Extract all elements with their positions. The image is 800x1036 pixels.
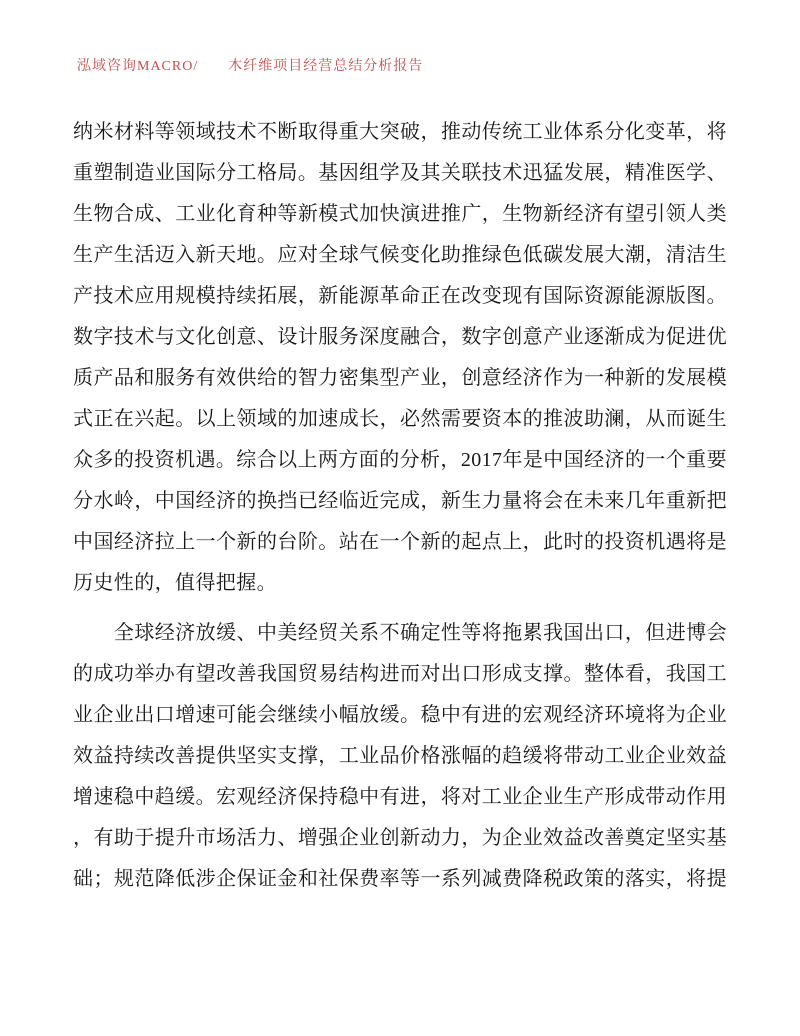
text-line: 式正在兴起。以上领域的加速成长，必然需要资本的推波助澜，从而诞生 bbox=[73, 408, 727, 430]
page-header bbox=[77, 55, 727, 75]
text-line: 质产品和服务有效供给的智力密集型产业，创意经济作为一种新的发展模 bbox=[73, 367, 727, 389]
text-line: 历史性的，值得把握。 bbox=[73, 572, 277, 594]
text-line: 重塑制造业国际分工格局。基因组学及其关联技术迅猛发展，精准医学、 bbox=[73, 162, 727, 184]
text-line: 生产生活迈入新天地。应对全球气候变化助推绿色低碳发展大潮，清洁生 bbox=[73, 244, 727, 266]
document-body bbox=[73, 112, 727, 900]
text-line: 生物合成、工业化育种等新模式加快演进推广，生物新经济有望引领人类 bbox=[73, 203, 727, 225]
text-line: 的成功举办有望改善我国贸易结构进而对出口形成支撑。整体看，我国工 bbox=[73, 663, 727, 685]
text-line: 中国经济拉上一个新的台阶。站在一个新的起点上，此时的投资机遇将是 bbox=[73, 531, 727, 553]
text-line: 增速稳中趋缓。宏观经济保持稳中有进，将对工业企业生产形成带动作用 bbox=[73, 786, 727, 808]
text-line: 产技术应用规模持续拓展，新能源革命正在改变现有国际资源能源版图。 bbox=[73, 285, 727, 307]
text-line: 纳米材料等领域技术不断取得重大突破，推动传统工业体系分化变革，将 bbox=[73, 121, 727, 143]
document-title: 木纤维项目经营总结分析报告 bbox=[228, 59, 424, 74]
text-line: 础；规范降低涉企保证金和社保费率等一系列减费降税政策的落实，将提 bbox=[73, 868, 727, 890]
text-line: 效益持续改善提供坚实支撑，工业品价格涨幅的趋缓将带动工业企业效益 bbox=[73, 745, 727, 767]
paragraph-1 bbox=[73, 112, 727, 604]
text-line: 众多的投资机遇。综合以上两方面的分析，2017年是中国经济的一个重要 bbox=[73, 449, 727, 471]
text-line: 业企业出口增速可能会继续小幅放缓。稳中有进的宏观经济环境将为企业 bbox=[73, 704, 727, 726]
brand-label: 泓域咨询MACRO/ bbox=[77, 59, 199, 74]
text-line: 全球经济放缓、中美经贸关系不确定性等将拖累我国出口，但进博会 bbox=[73, 622, 727, 644]
paragraph-2 bbox=[73, 613, 727, 900]
text-line: 数字技术与文化创意、设计服务深度融合，数字创意产业逐渐成为促进优 bbox=[73, 326, 727, 348]
text-line: ，有助于提升市场活力、增强企业创新动力，为企业效益改善奠定坚实基 bbox=[73, 827, 727, 849]
text-line: 分水岭，中国经济的换挡已经临近完成，新生力量将会在未来几年重新把 bbox=[73, 490, 727, 512]
